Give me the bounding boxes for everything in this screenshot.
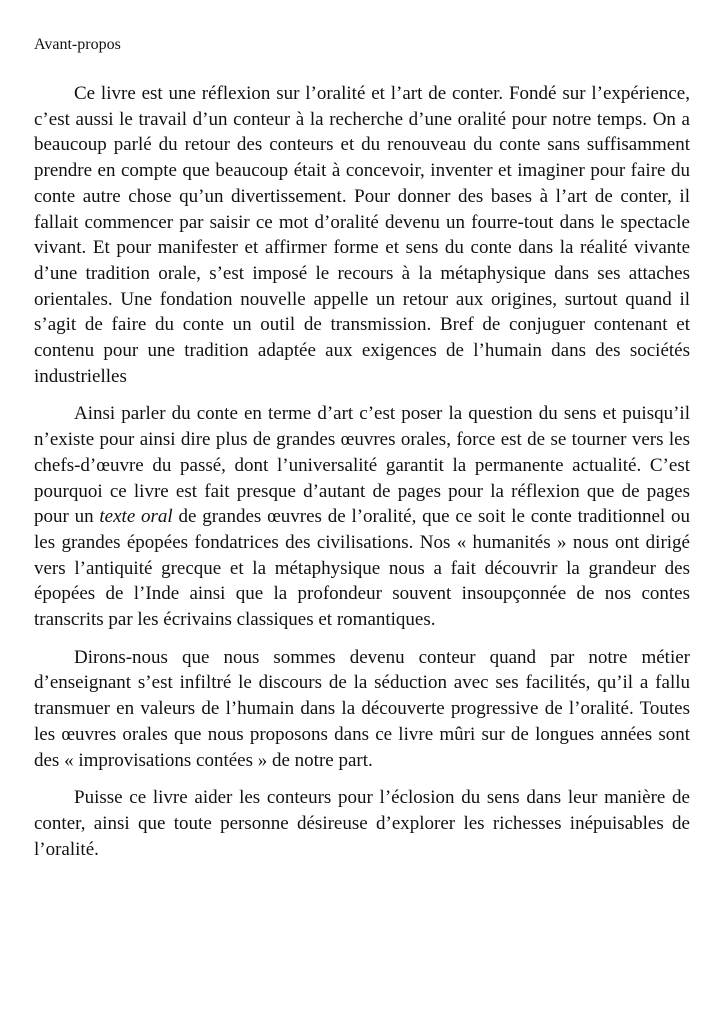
document-page	[34, 35, 690, 874]
section-title: Avant-propos	[34, 36, 121, 53]
paragraph-2-text-after: de grandes œuvres de l’oralité, que ce soit le conte traditionnel ou les grandes épopées fondatrices des civilisations. Nos « humanités » nous ont dirigé vers l’antiquité grecque et la métaphysique nous a fait découvrir la grandeur des épopées de l’Inde ainsi que la profondeur souvent insoupçonnée de nos contes transcrits par les écrivains classiques et romantiques.	[34, 506, 690, 631]
paragraph-1: Ce livre est une réflexion sur l’oralité et l’art de conter. Fondé sur l’expérience, c’est aussi le travail d’un conteur à la recherche d’une oralité pour notre temps. On a beaucoup parlé du retour des conteurs et du renouveau du conte sans suffisamment prendre en compte que beaucoup était à concevoir, inventer et imaginer pour faire du conte autre chose qu’un divertissement. Pour donner des bases à l’art de conter, il fallait commencer par saisir ce mot d’oralité devenu un fourre-tout dans le spectacle vivant. Et pour manifester et affirmer forme et sens du conte dans la réalité vivante d’une tradition orale, s’est imposé le recours à la métaphysique dans ses attaches orientales. Une fondation nouvelle appelle un retour aux origines, surtout quand il s’agit de faire du conte un outil de transmission. Bref de conjuguer contenant et contenu pour une tradition adaptée aux exigences de l’humain dans des sociétés industrielles	[34, 83, 690, 387]
paragraph-2	[34, 401, 690, 632]
paragraph-3: Dirons-nous que nous sommes devenu conteur quand par notre métier d’enseignant s’est infiltré le discours de la séduction avec ses facilités, qu’il a fallu transmuer en valeurs de l’humain dans la découverte progressive de l’oralité. Toutes les œuvres orales que nous proposons dans ce livre mûri sur de longues années sont des « improvisations contées » de notre part.	[34, 646, 690, 771]
paragraph-2-text-before: Ainsi parler du conte en terme d’art c’est poser la question du sens et puisqu’il n’existe pour ainsi dire plus de grandes œuvres orales, force est de se tourner vers les chefs-d’œuvre du passé, dont l’universalité garantit la permanente actualité. C’est pourquoi ce livre est fait presque d’autant de pages pour la réflexion que de pages pour un	[34, 403, 690, 528]
paragraph-2-emphasis: texte oral	[99, 506, 173, 528]
paragraph-4: Puisse ce livre aider les conteurs pour l’éclosion du sens dans leur manière de conter, ainsi que toute personne désireuse d’explorer les richesses inépuisables de l’oralité.	[34, 787, 690, 860]
